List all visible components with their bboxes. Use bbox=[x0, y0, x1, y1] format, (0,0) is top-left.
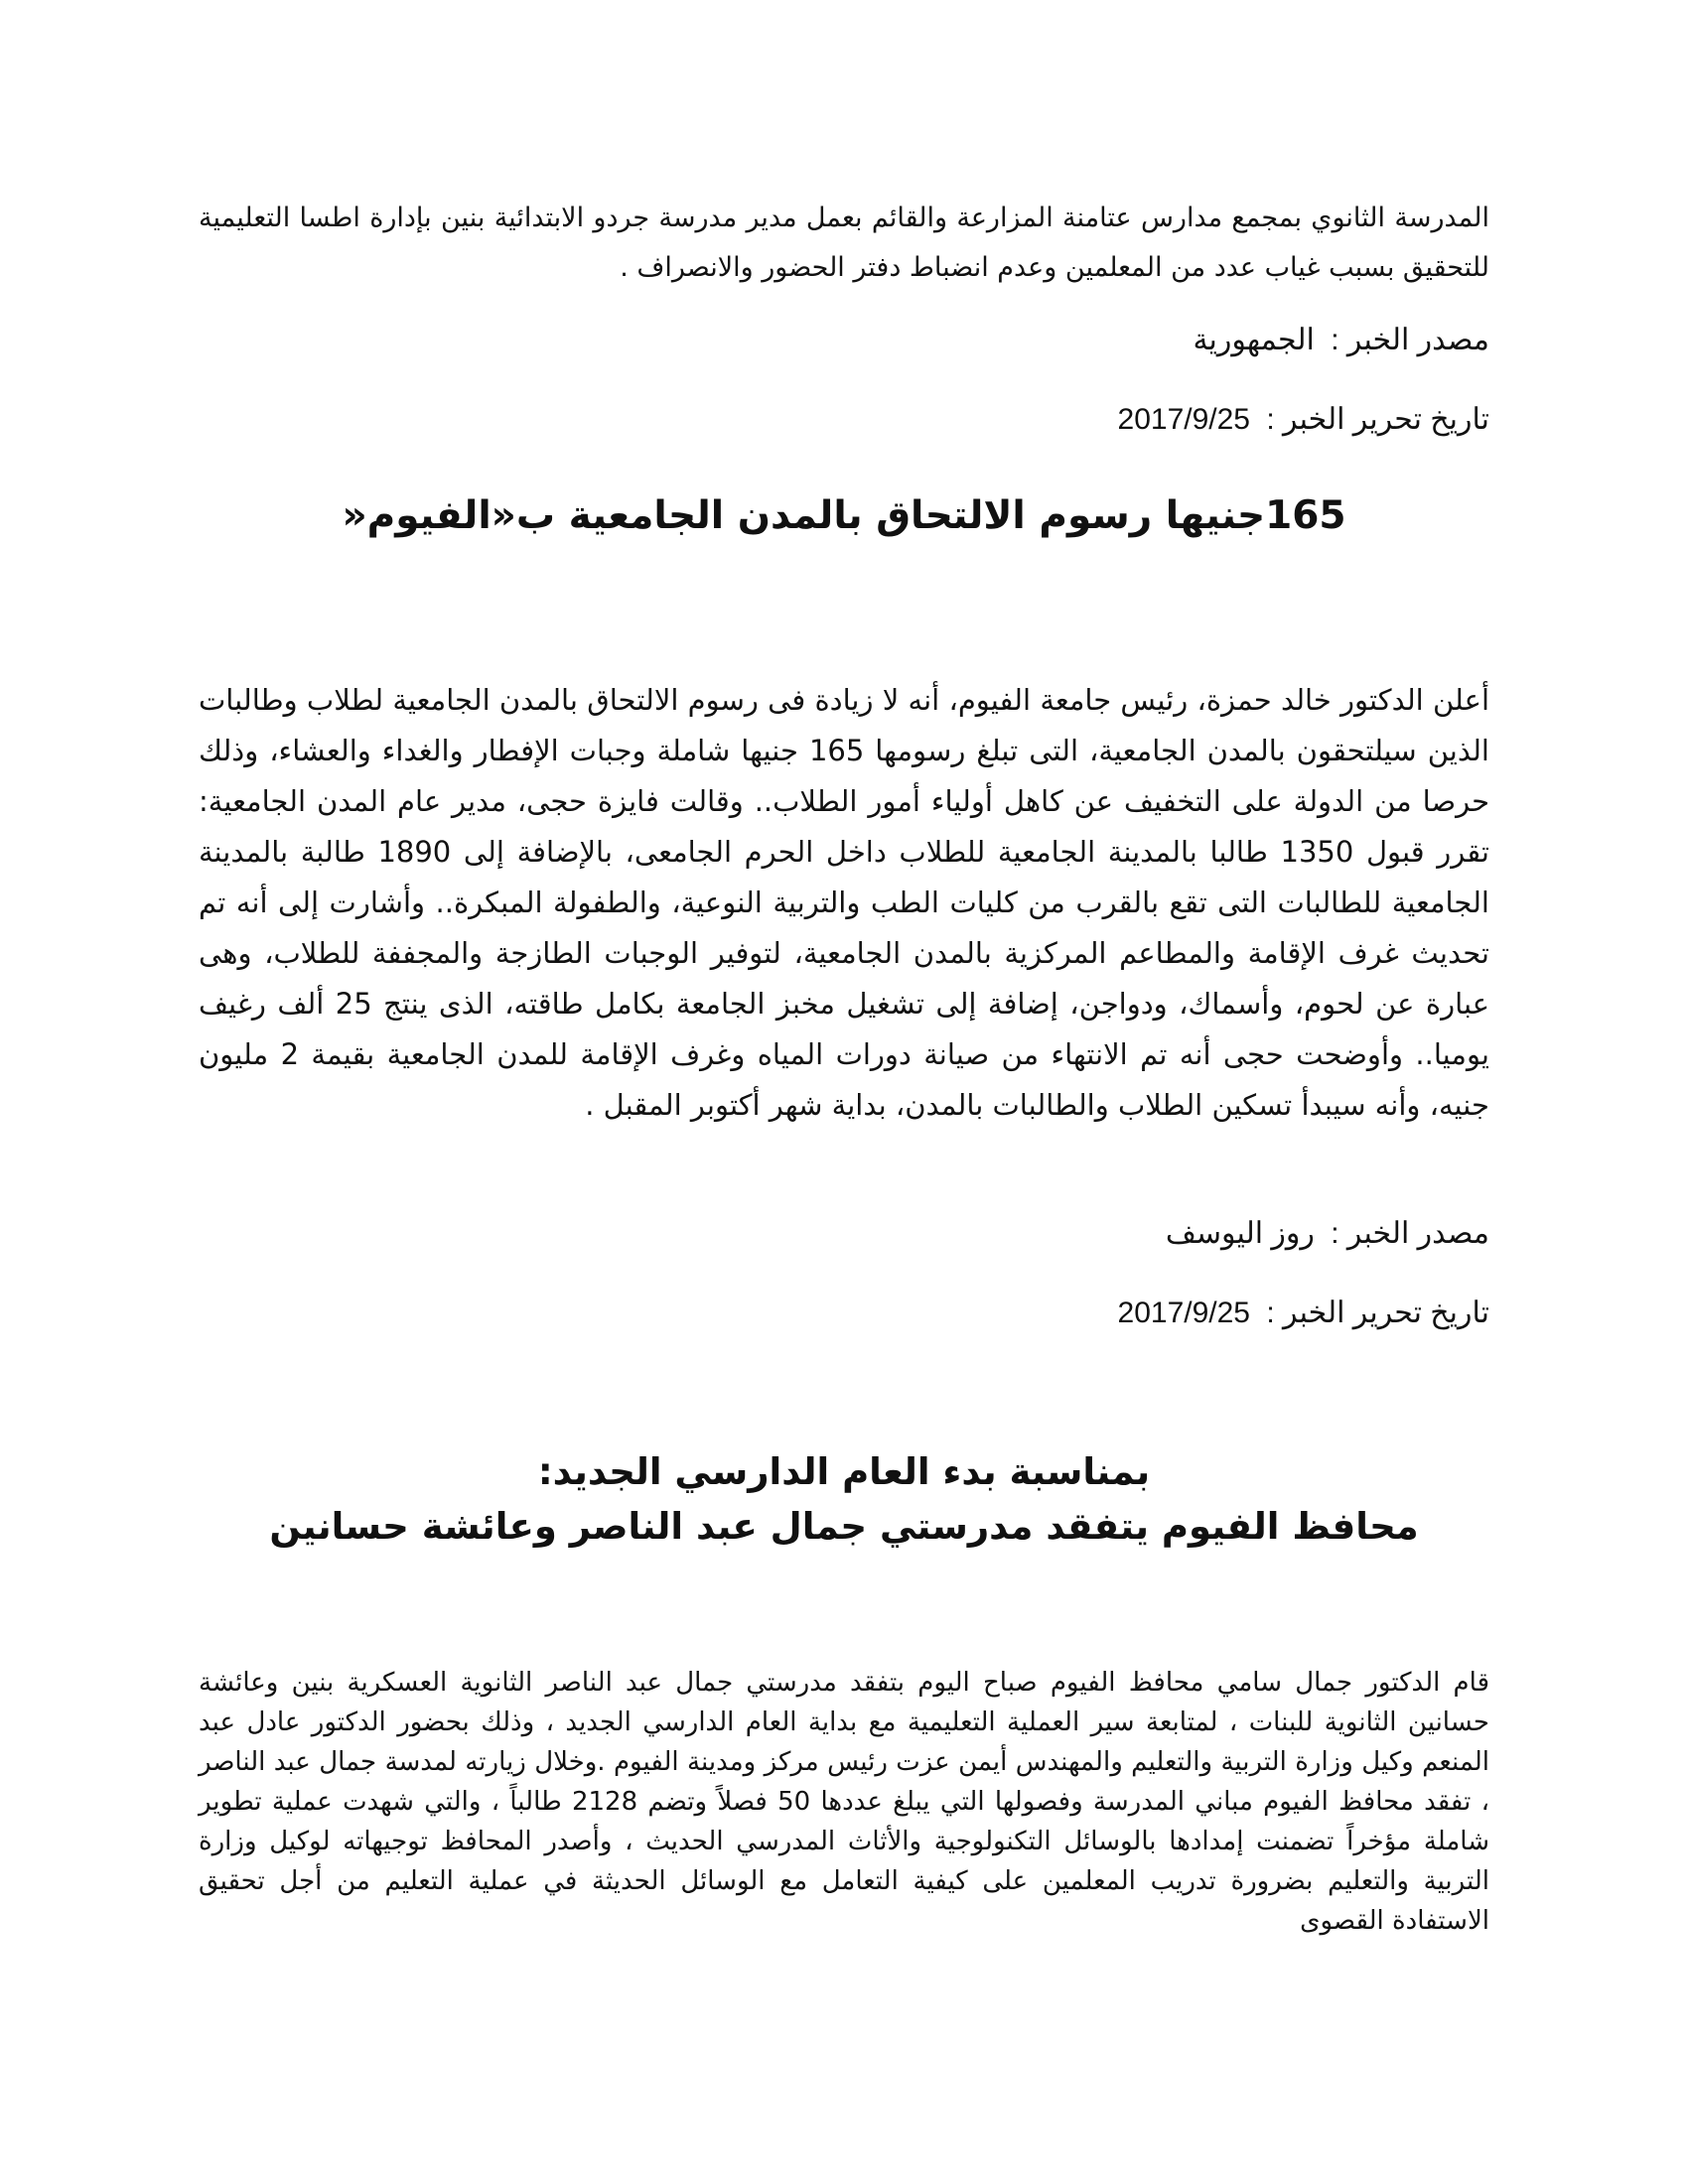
article2-date-line bbox=[199, 1296, 1489, 1330]
article1-body: المدرسة الثانوي بمجمع مدارس عتامنة المزارعة والقائم بعمل مدير مدرسة جردو الابتدائية بنين بإدارة اطسا التعليمية للتحقيق بسبب غياب عدد من المعلمين وعدم انضباط دفتر الحضور والانصراف . bbox=[199, 203, 1489, 283]
article3-title bbox=[199, 1444, 1489, 1554]
article2-title: 165جنيها رسوم الالتحاق بالمدن الجامعية ب«الفيوم« bbox=[342, 493, 1346, 538]
date-label: تاريخ تحرير الخبر : bbox=[1266, 1297, 1489, 1329]
article3-title-line2: محافظ الفيوم يتفقد مدرستي جمال عبد الناصر وعائشة حسانين bbox=[269, 1505, 1419, 1548]
date-value: 2017/9/25 bbox=[1117, 1297, 1250, 1329]
article1-date-line bbox=[199, 402, 1489, 437]
article2-body: أعلن الدكتور خالد حمزة، رئيس جامعة الفيوم، أنه لا زيادة فى رسوم الالتحاق بالمدن الجامعية لطلاب وطالبات الذين سيلتحقون بالمدن الجامعية، التى تبلغ رسومها 165 جنيها شاملة وجبات الإفطار والغداء والعشاء، وذلك حرصا من الدولة على التخفيف عن كاهل أولياء أمور الطلاب.. وقالت فايزة حجى، مدير عام المدن الجامعية: تقرر قبول 1350 طالبا بالمدينة الجامعية للطلاب داخل الحرم الجامعى، بالإضافة إلى 1890 طالبة بالمدينة الجامعية للطالبات التى تقع بالقرب من كليات الطب والتربية النوعية، والطفولة المبكرة.. وأشارت إلى أنه تم تحديث غرف الإقامة والمطاعم المركزية بالمدن الجامعية، لتوفير الوجبات الطازجة والمجففة للطلاب، وهى عبارة عن لحوم، وأسماك، ودواجن، إضافة إلى تشغيل مخبز الجامعة بكامل طاقته، الذى ينتج 25 ألف رغيف يوميا.. وأوضحت حجى أنه تم الانتهاء من صيانة دورات المياه وغرف الإقامة للمدن الجامعية بقيمة 2 مليون جنيه، وأنه سيبدأ تسكين الطلاب والطالبات بالمدن، بداية شهر أكتوبر المقبل . bbox=[199, 683, 1490, 1122]
source-value: الجمهورية bbox=[1193, 324, 1315, 356]
source-value: روز اليوسف bbox=[1165, 1217, 1315, 1250]
date-label: تاريخ تحرير الخبر : bbox=[1266, 403, 1489, 436]
date-value: 2017/9/25 bbox=[1117, 403, 1250, 436]
article3-title-line1: بمناسبة بدء العام الدارسي الجديد: bbox=[537, 1450, 1151, 1493]
article1-source-line bbox=[199, 323, 1489, 357]
source-label: مصدر الخبر : bbox=[1331, 324, 1489, 356]
article2-source-line bbox=[199, 1216, 1489, 1251]
source-label: مصدر الخبر : bbox=[1331, 1217, 1489, 1250]
article3-body: قام الدكتور جمال سامي محافظ الفيوم صباح اليوم بتفقد مدرستي جمال عبد الناصر الثانوية العسكرية بنين وعائشة حسانين الثانوية للبنات ، لمتابعة سير العملية التعليمية مع بداية العام الدارسي الجديد ، وذلك بحضور الدكتور عادل عبد المنعم وكيل وزارة التربية والتعليم والمهندس أيمن عزت رئيس مركز ومدينة الفيوم .وخلال زيارته لمدسة جمال عبد الناصر ، تفقد محافظ الفيوم مباني المدرسة وفصولها التي يبلغ عددها 50 فصلاً وتضم 2128 طالباً ، والتي شهدت عملية تطوير شاملة مؤخراً تضمنت إمدادها بالوسائل التكنولوجية والأثاث المدرسي الحديث ، وأصدر المحافظ توجيهاته لوكيل وزارة التربية والتعليم بضرورة تدريب المعلمين على كيفية التعامل مع الوسائل الحديثة في عملية التعليم من أجل تحقيق الاستفادة القصوى bbox=[199, 1668, 1489, 1936]
